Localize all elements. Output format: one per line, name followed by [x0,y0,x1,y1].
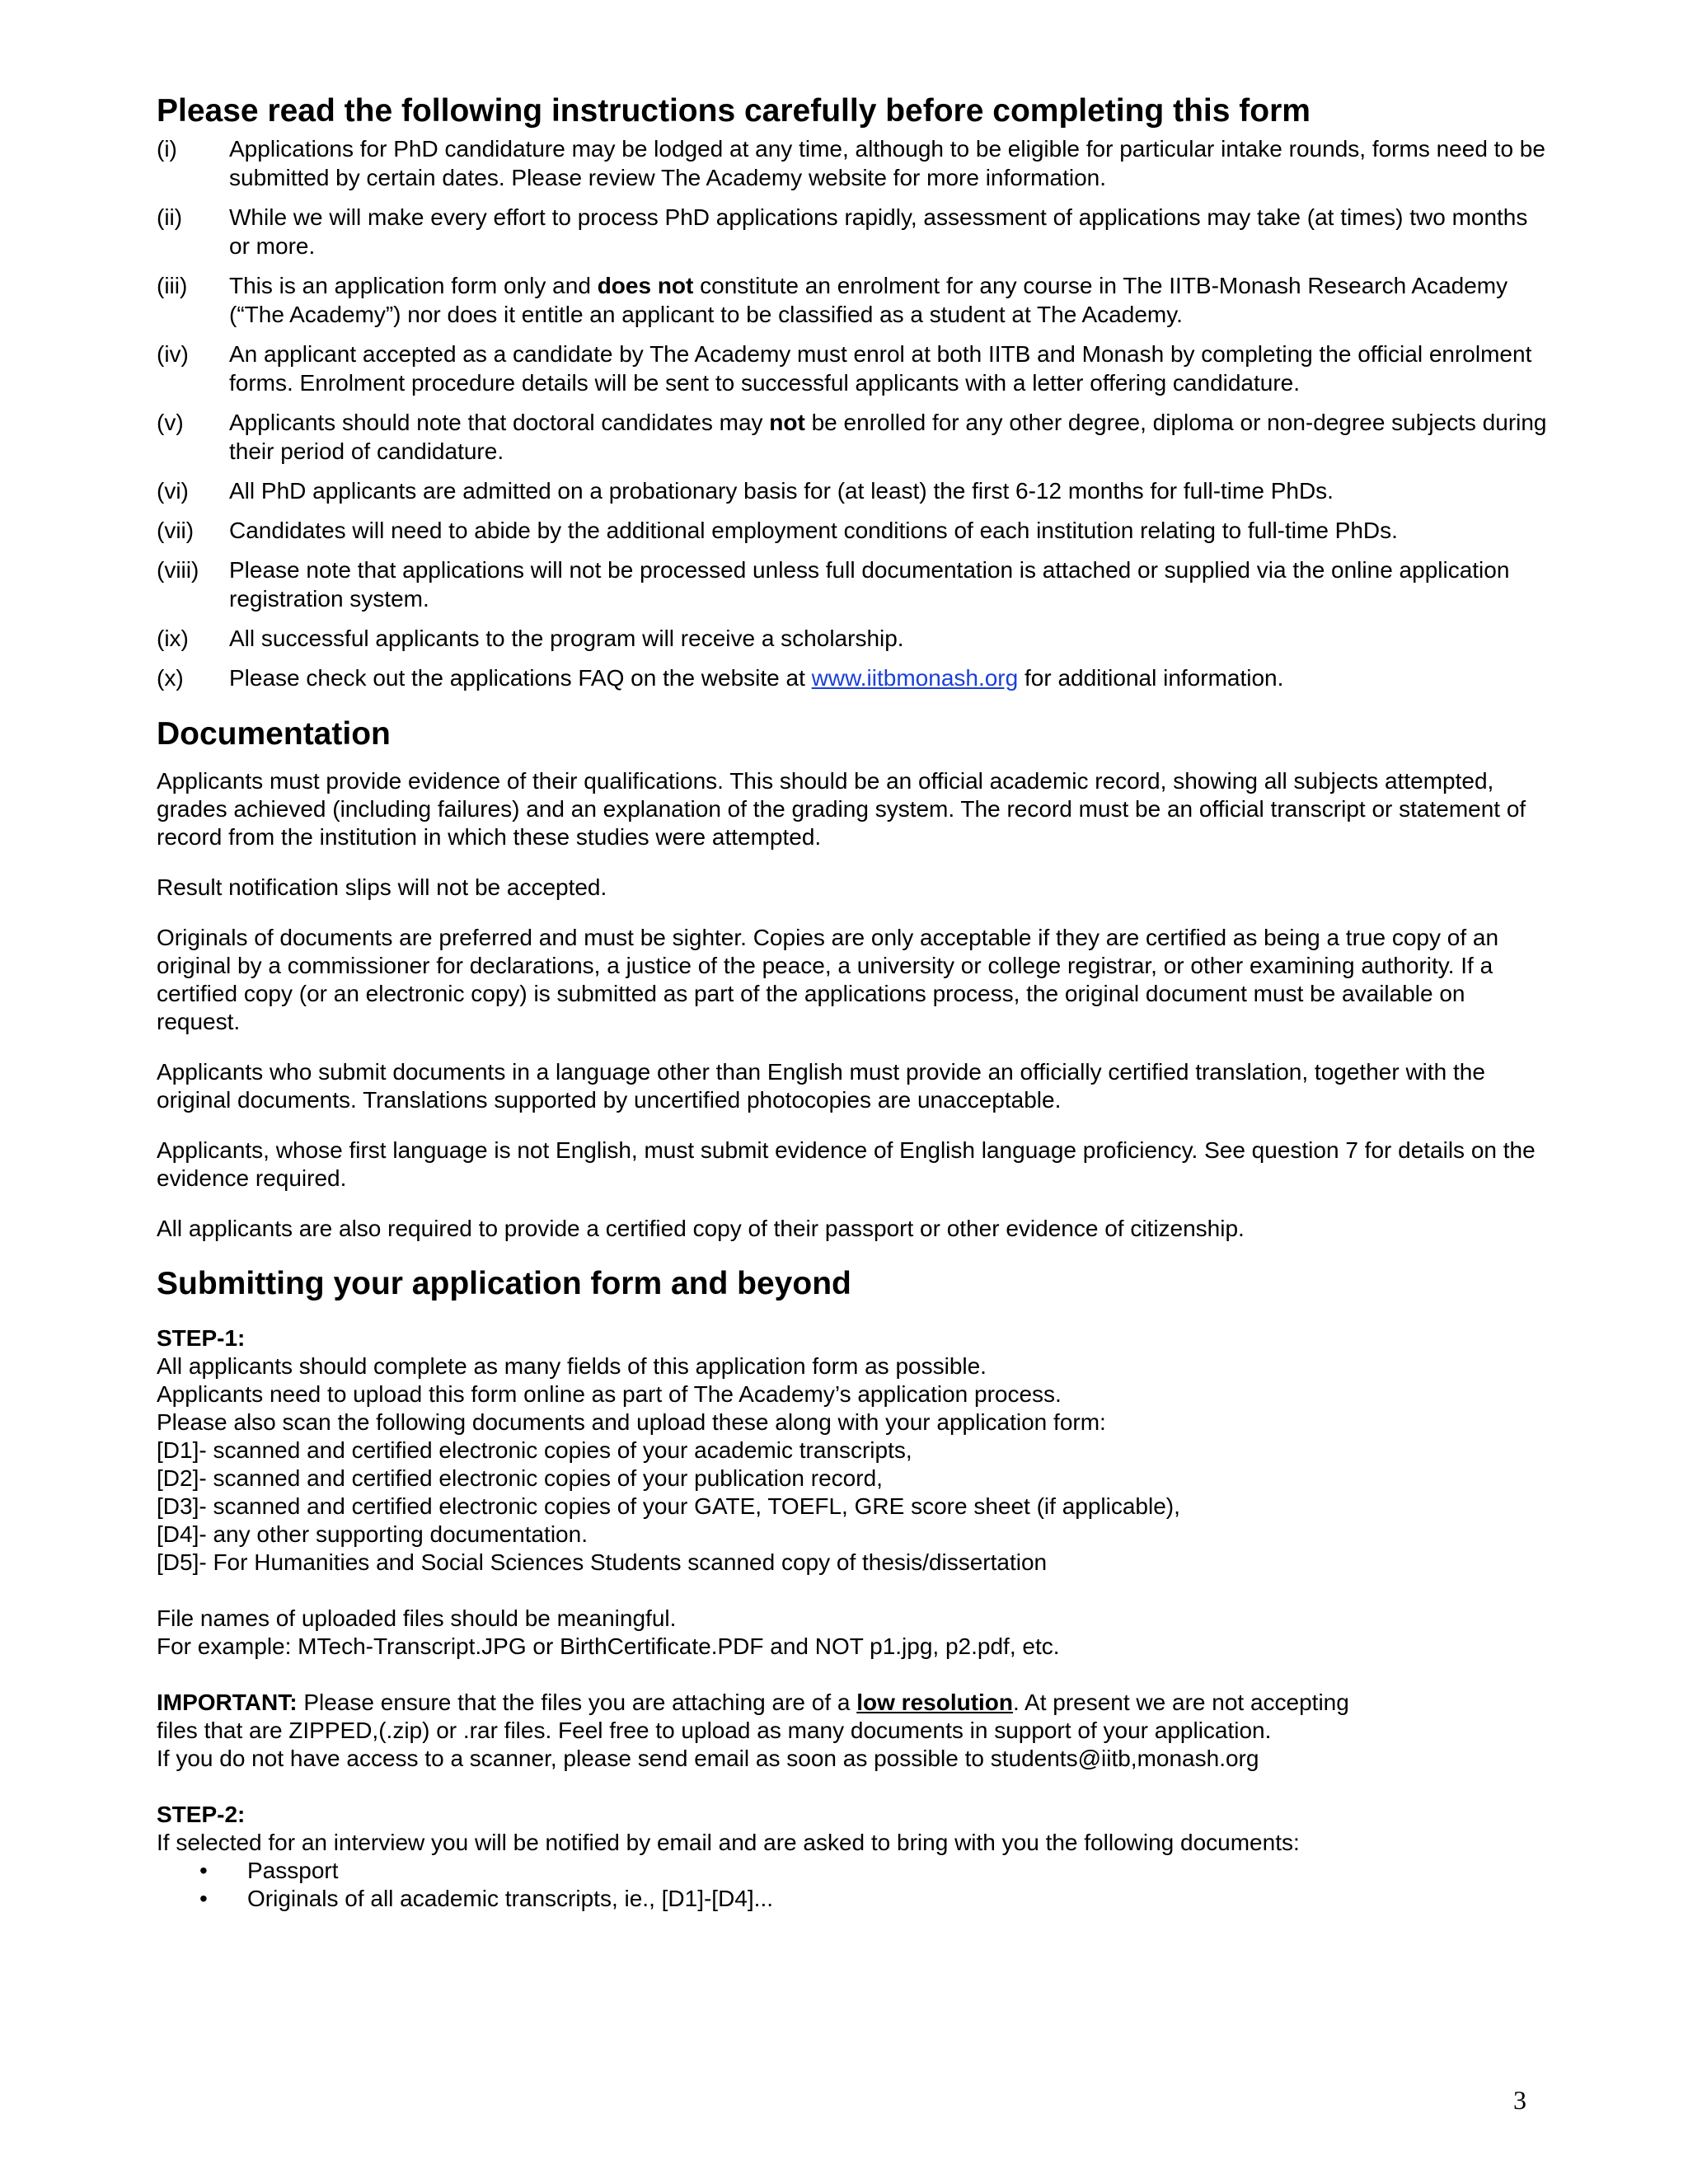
website-link[interactable]: www.iitbmonash.org [811,664,1019,691]
documentation-paragraph: Applicants, whose first language is not English, must submit evidence of English language proficiency. See question 7 for details on the evidence required. [157,1137,1536,1191]
bullet-icon: • [199,1886,208,1912]
instruction-item: (ix) All successful applicants to the program will receive a scholarship. [157,625,904,651]
documentation-paragraph: Applicants who submit documents in a language other than English must provide an officially certified translation, together with the original documents. Translations supported by uncertified photocopies are unacceptable. [157,1058,1485,1113]
bullet-icon: • [199,1858,208,1884]
step-1-line: [D1]- scanned and certified electronic copies of your academic transcripts, [157,1437,912,1464]
step-1-label: STEP-1: [157,1325,246,1352]
submitting-heading: Submitting your application form and beyond [157,1265,851,1301]
step-1-line: All applicants should complete as many fields of this application form as possible. [157,1353,987,1380]
step-2-bullets [157,1857,1550,1913]
step-2-intro: If selected for an interview you will be notified by email and are asked to bring with you the following documents: [157,1830,1300,1856]
instruction-item: (ii) While we will make every effort to process PhD applications rapidly, assessment of applications may take (at times) two months or more. [157,204,1528,259]
documentation-paragraph: All applicants are also required to provide a certified copy of their passport or other evidence of citizenship. [157,1215,1245,1241]
instruction-item: (vii) Candidates will need to abide by the additional employment conditions of each institution relating to full-time PhDs. [157,517,1398,543]
file-name-line: File names of uploaded files should be meaningful. [157,1605,677,1632]
step-1-line: Please also scan the following documents and upload these along with your application form: [157,1409,1106,1436]
page-title: Please read the following instructions carefully before completing this form [157,93,1311,129]
instruction-item: (x) Please check out the applications FAQ on the website at www.iitbmonash.org for additional information. [157,664,1284,691]
instruction-item: (viii) Please note that applications will not be processed unless full documentation is attached or supplied via the online application registration system. [157,556,1510,612]
documentation-paragraph: Result notification slips will not be accepted. [157,874,607,900]
page-number: 3 [1513,2085,1526,2115]
instruction-item: (iii) This is an application form only and does not constitute an enrolment for any course in The IITB-Monash Research Academy (“The Academy”) nor does it entitle an applicant to be classified as a student at The Academy. [157,272,1508,327]
step-1-line: [D3]- scanned and certified electronic copies of your GATE, TOEFL, GRE score sheet (if applicable), [157,1493,1180,1520]
step-1-line: [D4]- any other supporting documentation. [157,1521,588,1548]
instruction-item: (i) Applications for PhD candidature may be lodged at any time, although to be eligible for particular intake rounds, forms need to be submitted by certain dates. Please review The Academy website for more information. [157,135,1545,190]
instruction-item: (iv) An applicant accepted as a candidate by The Academy must enrol at both IITB and Monash by completing the official enrolment forms. Enrolment procedure details will be sent to successful applicants with a letter offering candidature. [157,340,1532,396]
step-1-line: [D2]- scanned and certified electronic copies of your publication record, [157,1465,883,1492]
important-line: If you do not have access to a scanner, please send email as soon as possible to students@iitb,monash.org [157,1746,1259,1772]
step-1-block [157,1324,1550,1913]
documentation-heading: Documentation [157,715,391,752]
important-line: files that are ZIPPED,(.zip) or .rar files. Feel free to upload as many documents in support of your application. [157,1718,1272,1744]
step-1-line: Applicants need to upload this form online as part of The Academy’s application process. [157,1381,1062,1408]
instruction-item: (v) Applicants should note that doctoral candidates may not be enrolled for any other degree, diploma or non-degree subjects during their period of candidature. [157,409,1547,464]
documentation-paragraph: Applicants must provide evidence of their qualifications. This should be an official academic record, showing all subjects attempted, grades achieved (including failures) and an explanation of the grading system. The record must be an official transcript or statement of record from the institution in which these studies were attempted. [157,767,1526,850]
step-2-label: STEP-2: [157,1802,246,1828]
documentation-paragraph: Originals of documents are preferred and must be sighter. Copies are only acceptable if they are certified as being a true copy of an original by a commissioner for declarations, a justice of the peace, a university or college registrar, or other examining authority. If a certified copy (or an electronic copy) is submitted as part of the applications process, the original document must be available on request. [157,924,1499,1034]
step-1-line: [D5]- For Humanities and Social Sciences Students scanned copy of thesis/dissertation [157,1549,1048,1576]
important-line: IMPORTANT: Please ensure that the files you are attaching are of a low resolution. At present we are not accepting [157,1690,1349,1716]
instructions-list [157,134,1550,692]
file-name-line: For example: MTech-Transcript.JPG or BirthCertificate.PDF and NOT p1.jpg, p2.pdf, etc. [157,1633,1060,1660]
list-item: • Passport [199,1858,339,1884]
instruction-item: (vi) All PhD applicants are admitted on a probationary basis for (at least) the first 6-12 months for full-time PhDs. [157,477,1334,504]
list-item: • Originals of all academic transcripts, ie., [D1]-[D4]... [199,1886,773,1912]
page-content [157,92,1550,1913]
